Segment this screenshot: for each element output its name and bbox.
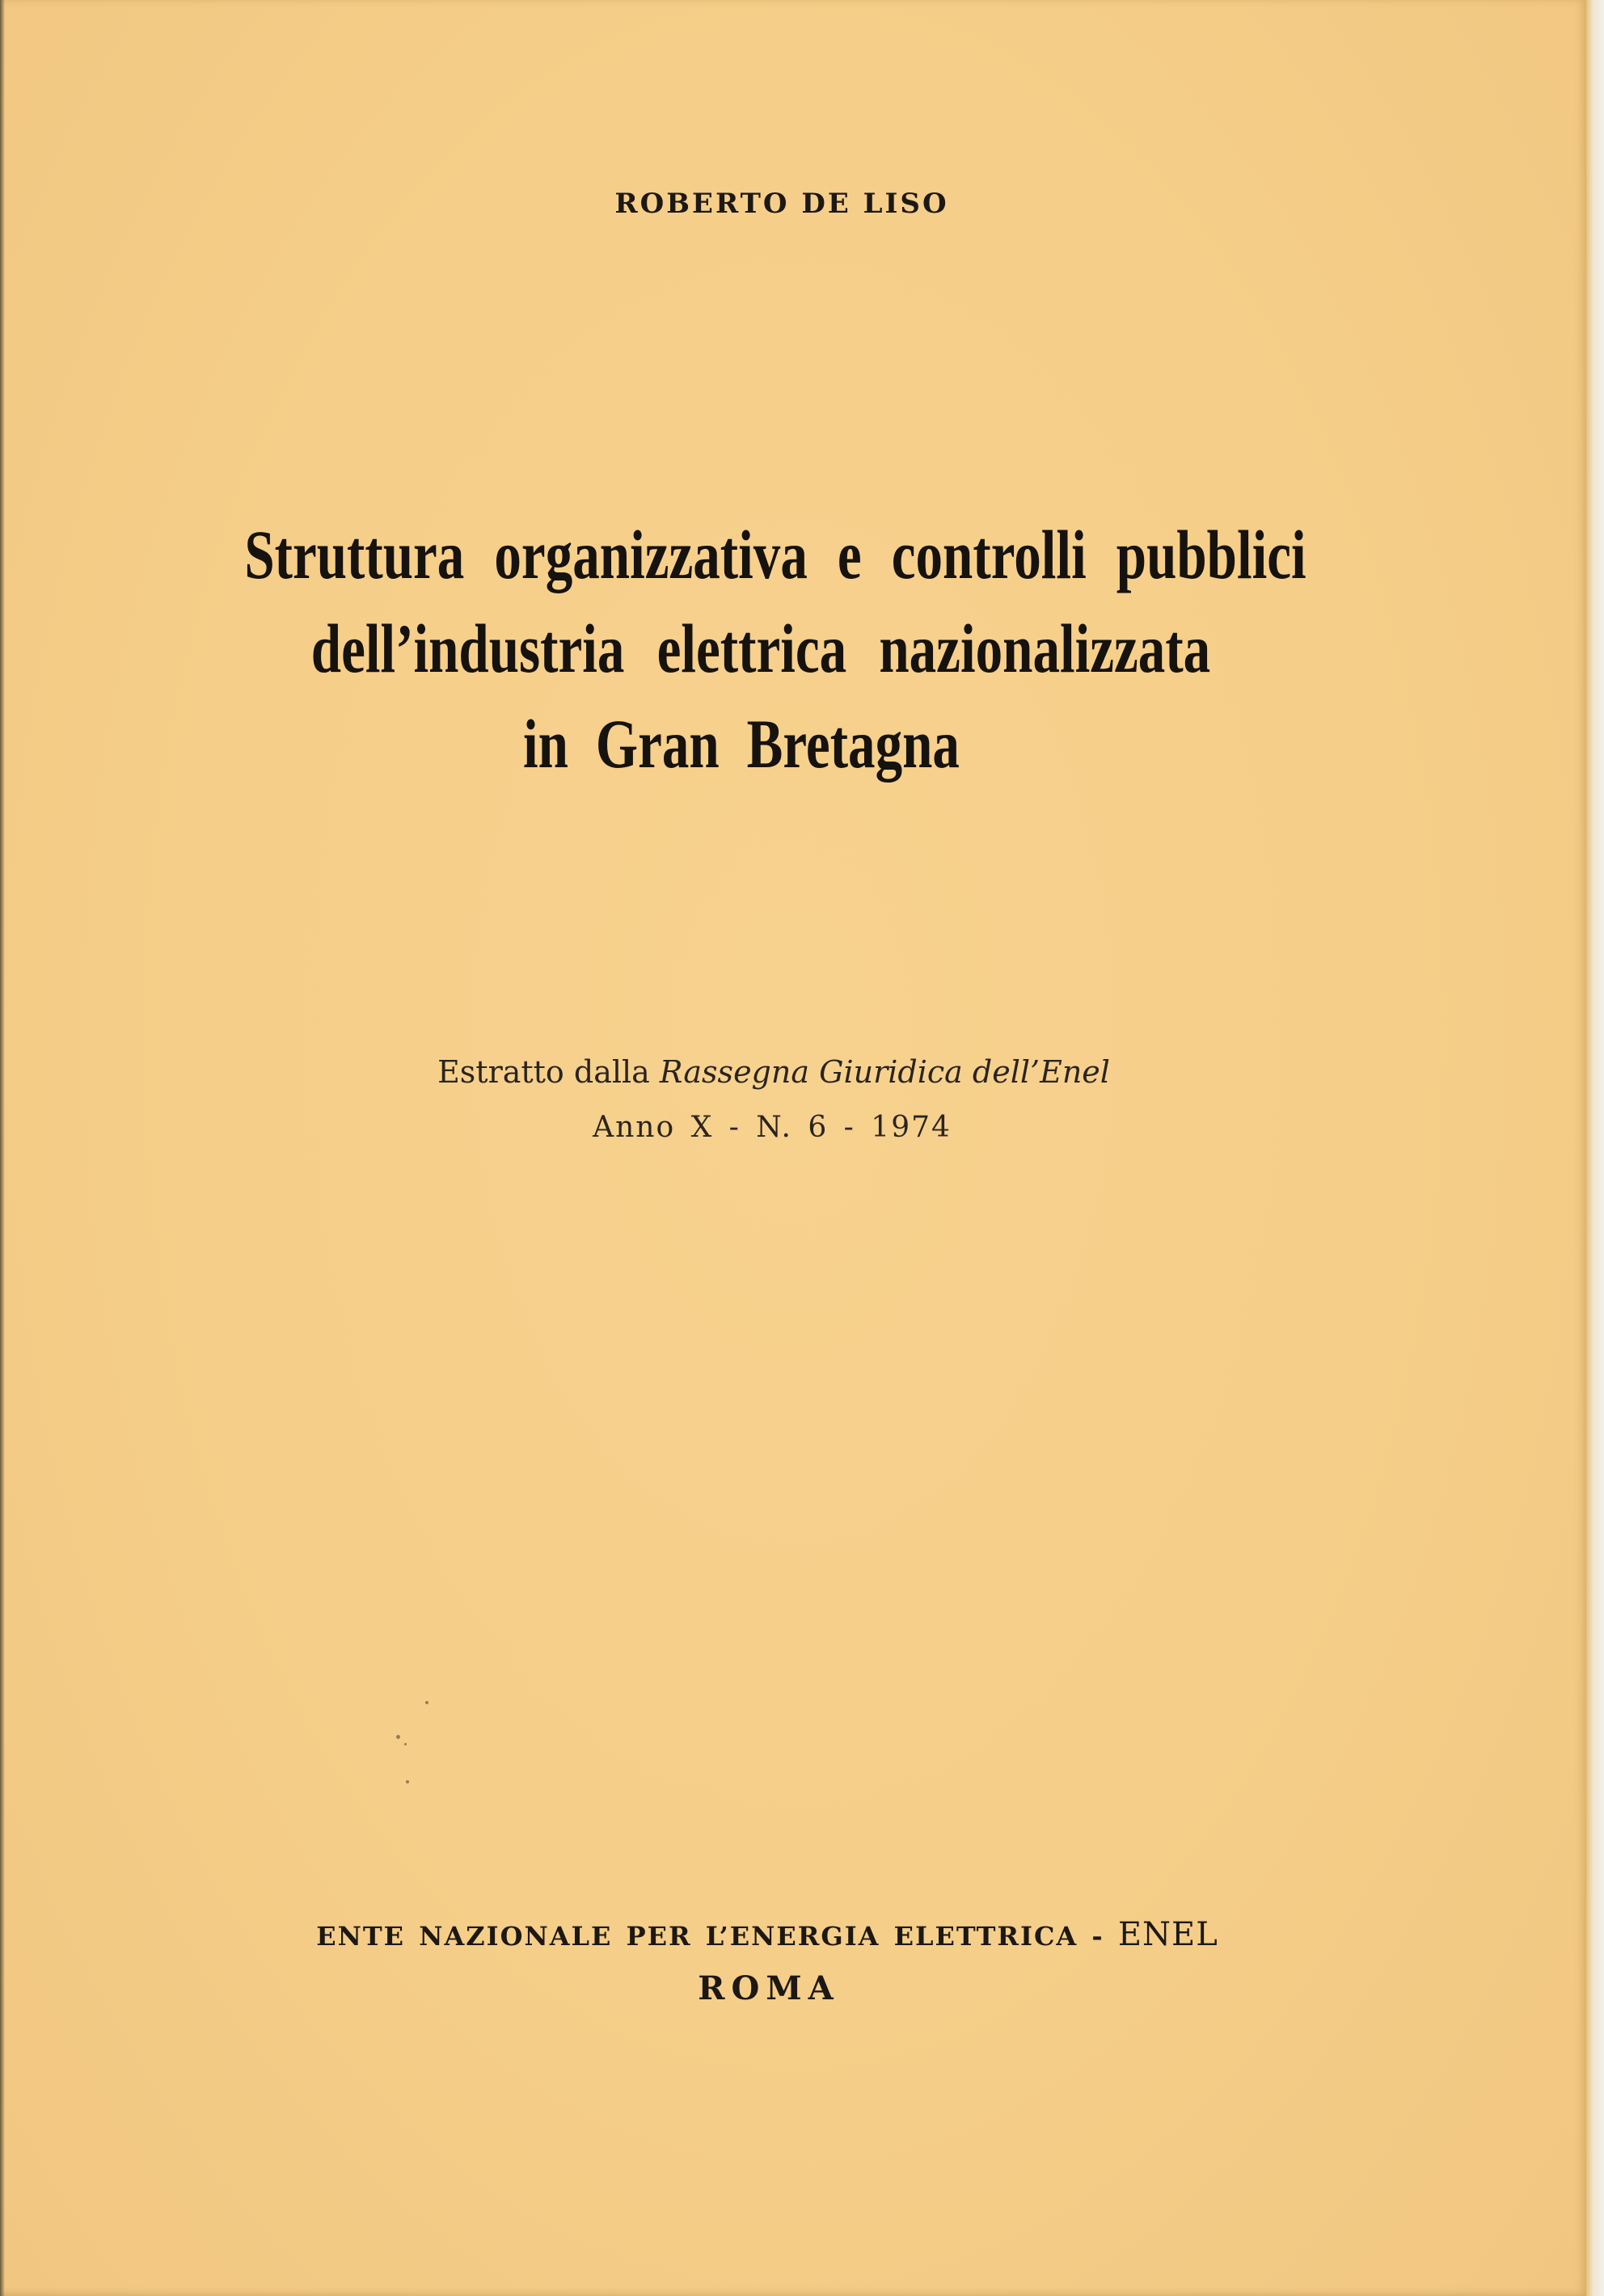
paper-speck xyxy=(396,1735,400,1739)
scan-right-margin xyxy=(1586,0,1604,2296)
extract-line xyxy=(0,1054,1567,1090)
publisher-city: ROMA xyxy=(698,1969,840,2007)
issue-line: Anno X - N. 6 - 1974 xyxy=(593,1111,952,1144)
title-line-1: Struttura organizzativa e controlli pubblici xyxy=(244,516,1306,593)
paper-speck xyxy=(406,1780,409,1783)
title-line-3: in Gran Bretagna xyxy=(523,705,960,783)
paper-speck xyxy=(404,1743,407,1745)
title-line-2: dell’industria elettrica nazionalizzata xyxy=(310,610,1211,687)
journal-name: Rassegna Giuridica dell’Enel xyxy=(659,1054,1110,1090)
publisher-acronym: ENEL xyxy=(1117,1916,1218,1953)
publisher-line xyxy=(0,1916,1560,1953)
publisher-name: ENTE NAZIONALE PER L’ENERGIA ELETTRICA - xyxy=(316,1921,1118,1952)
author-name: ROBERTO DE LISO xyxy=(614,188,949,220)
extract-prefix: Estratto dalla xyxy=(437,1054,660,1090)
paper-speck xyxy=(425,1701,428,1704)
